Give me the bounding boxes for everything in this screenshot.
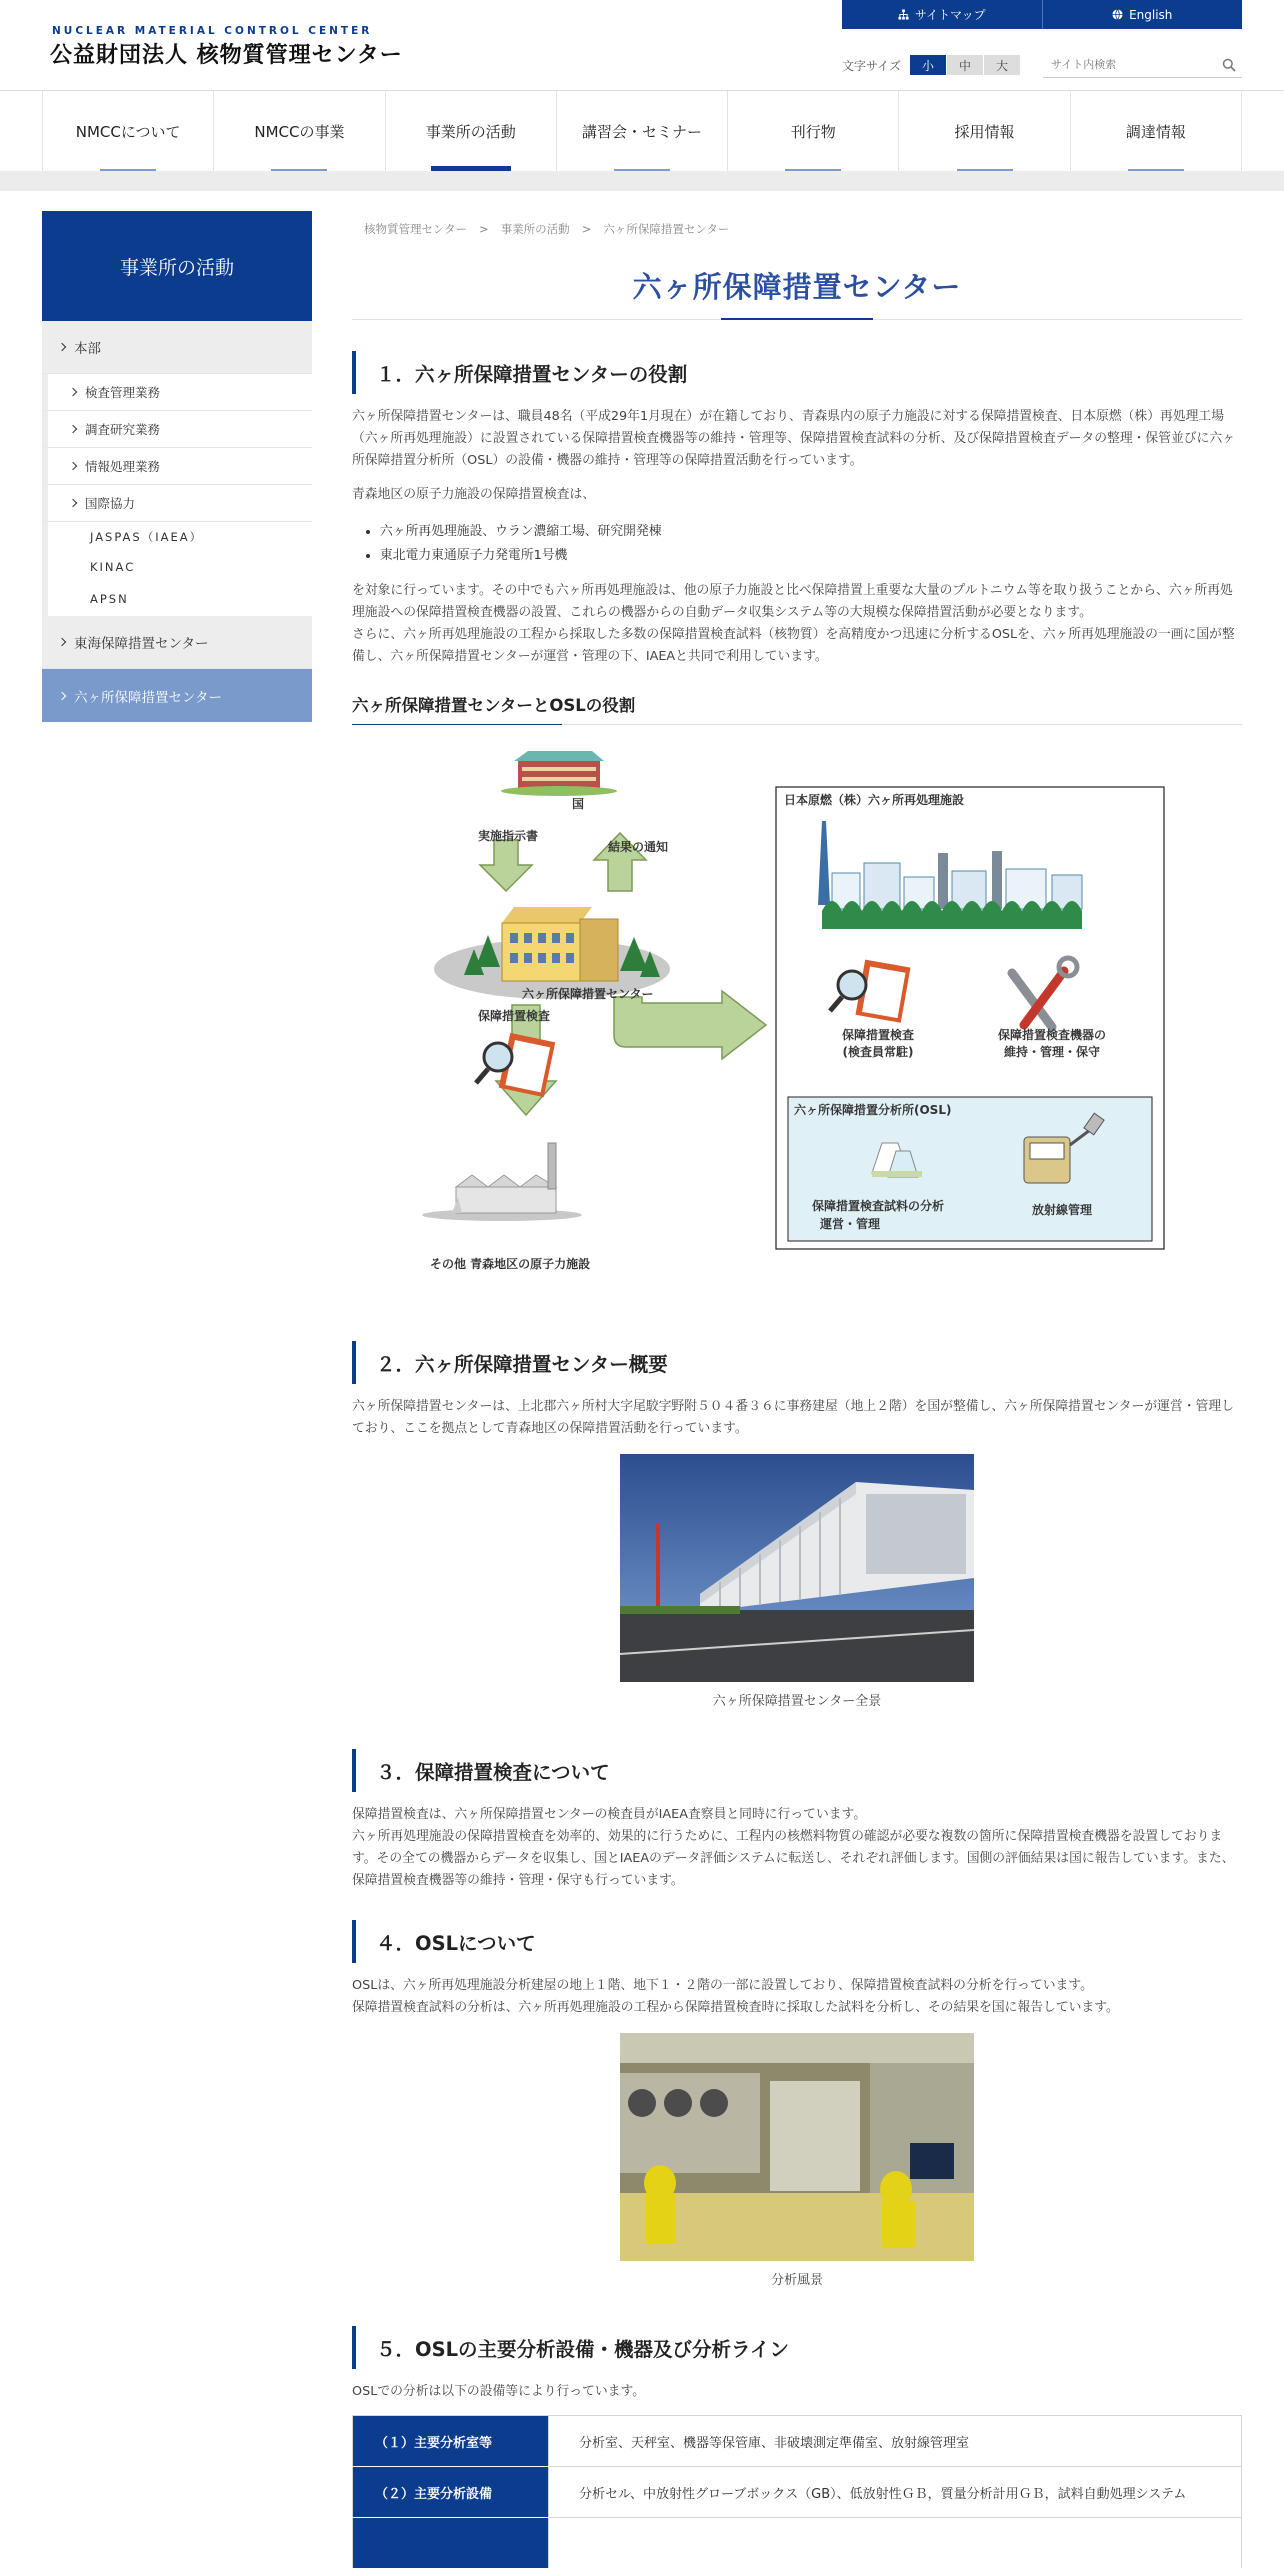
nav-item-label: NMCCについて xyxy=(75,122,181,141)
section-heading-osl: ４．OSLについて xyxy=(352,1920,1242,1963)
sidebar-item-inspection-management[interactable] xyxy=(42,374,312,411)
paragraph: 青森地区の原子力施設の保障措置検査は、 xyxy=(352,487,596,502)
font-size-switcher xyxy=(842,55,1020,75)
nav-item-publications[interactable] xyxy=(728,91,899,171)
breadcrumb-home[interactable]: 核物質管理センター xyxy=(364,222,468,236)
table-header-cell xyxy=(353,2518,549,2568)
sidebar-item-tokai[interactable] xyxy=(42,616,312,669)
sidebar-item-research[interactable] xyxy=(42,411,312,448)
diagram-label-maintenance xyxy=(982,1027,1122,1061)
sitemap-icon xyxy=(898,9,909,20)
table-cell: 分析室、天秤室、機器等保管庫、非破壊測定準備室、放射線管理室 xyxy=(549,2416,1242,2467)
logo-japanese[interactable]: 公益財団法人 核物質管理センター xyxy=(50,43,403,68)
nav-item-label: 採用情報 xyxy=(954,122,1015,141)
diagram-label-line: 保障措置検査機器の xyxy=(997,1028,1106,1042)
diagram-label-osl: 六ヶ所保障措置分析所(OSL) xyxy=(794,1103,952,1117)
breadcrumb-current: 六ヶ所保障措置センター xyxy=(603,222,730,236)
breadcrumb-separator: > xyxy=(581,222,592,236)
sidebar-item-apsn[interactable] xyxy=(42,582,312,616)
sidebar-item-information[interactable] xyxy=(42,448,312,485)
sidebar-item-label: 調査研究業務 xyxy=(85,422,161,437)
diagram-label-line: (検査員常駐) xyxy=(842,1045,914,1059)
nav-item-label: 講習会・セミナー xyxy=(581,122,702,141)
main-nav xyxy=(0,90,1284,171)
list-item: • 六ヶ所再処理施設、ウラン濃縮工場、研究開発棟 xyxy=(380,520,1242,544)
diagram-label-line: 維持・管理・保守 xyxy=(1003,1045,1100,1059)
diagram-label-country: 国 xyxy=(572,797,585,811)
chevron-right-icon xyxy=(69,425,77,433)
chevron-right-icon xyxy=(69,499,77,507)
inspection-clipboard-icon xyxy=(476,1033,555,1097)
subheading-role-diagram: 六ヶ所保障措置センターとOSLの役割 xyxy=(352,692,1242,725)
table-cell xyxy=(549,2518,1242,2568)
utility-nav xyxy=(842,0,1242,29)
sidebar-item-label: KINAC xyxy=(90,560,136,574)
sidebar-item-label: 国際協力 xyxy=(85,496,136,511)
paragraph: 六ヶ所保障措置センターは、上北郡六ヶ所村大字尾駮字野附５０４番３６に事務建屋（地上２階）を国が整備し、六ヶ所保障措置センターが運営・管理しており、ここを拠点として青森地区の保障措置活動を行っています。 xyxy=(352,1399,1234,1436)
sidebar-item-rokkasho[interactable] xyxy=(42,669,312,722)
nuclear-facility-icon xyxy=(422,1143,582,1221)
nav-item-procurement[interactable] xyxy=(1071,91,1242,171)
nav-item-business[interactable] xyxy=(214,91,385,171)
chevron-right-icon xyxy=(58,638,66,646)
sidebar-item-headquarters[interactable] xyxy=(42,321,312,374)
table-header-cell: （２）主要分析設備 xyxy=(353,2467,549,2518)
nav-item-activities[interactable] xyxy=(386,91,557,171)
paragraph: 六ヶ所保障措置センターは、職員48名（平成29年1月現在）が在籍しており、青森県内の原子力施設に対する保障措置検査、日本原燃（株）再処理工場（六ヶ所再処理施設）に設置されている保障措置検査機器等の維持・管理等、保障措置検査試料の分析、及び保障措置検査データの整理・保管並びに六ヶ所保障措置分析所（OSL）の設備・機器の維持・管理等の保障措置活動を行っています。 xyxy=(352,409,1235,468)
paragraph: を対象に行っています。その中でも六ヶ所再処理施設は、他の原子力施設と比べ保障措置上重要な大量のプルトニウム等を取り扱うことから、六ヶ所再処理施設への保障措置検査機器の設置、これらの機器からの自動データ収集システム等の大規模な保障措置活動が必要となります。 xyxy=(352,583,1233,620)
role-diagram xyxy=(352,735,1242,1305)
analysis-lab-photo xyxy=(620,2033,974,2261)
site-header xyxy=(0,0,1284,90)
building-photo-graphic xyxy=(620,1454,974,1682)
table-row xyxy=(353,2416,1242,2467)
title-underline xyxy=(352,306,1242,320)
font-size-label: 文字サイズ xyxy=(842,58,902,73)
section-heading-equipment: ５．OSLの主要分析設備・機器及び分析ライン xyxy=(352,2326,1242,2369)
diagram-label-center: 六ヶ所保障措置センター xyxy=(522,987,654,1001)
paragraph: 六ヶ所再処理施設の保障措置検査を効率的、効果的に行うために、工程内の核燃料物質の確認が必要な複数の箇所に保障措置検査機器を設置しております。その全ての機器からデータを収集し、国とIAEAのデータ評価システムに転送し、それぞれ評価します。国側の評価結果は国に報告しています。また、保障措置検査機器等の維持・管理・保守も行っています。 xyxy=(352,1829,1235,1888)
section-heading-role: １．六ヶ所保障措置センターの役割 xyxy=(352,351,1242,394)
diagram-label-line: 保障措置検査 xyxy=(841,1028,914,1042)
nav-item-label: 刊行物 xyxy=(790,122,836,141)
nav-item-label: 調達情報 xyxy=(1125,122,1186,141)
english-label: English xyxy=(1129,7,1173,22)
photo-caption-exterior: 六ヶ所保障措置センター全景 xyxy=(712,1694,882,1709)
section-heading-overview: ２．六ヶ所保障措置センター概要 xyxy=(352,1341,1242,1384)
diagram-label-jnfl: 日本原燃（株）六ヶ所再処理施設 xyxy=(784,793,965,807)
sidebar-menu xyxy=(42,321,312,722)
logo-english[interactable]: NUCLEAR MATERIAL CONTROL CENTER xyxy=(52,25,373,37)
paragraph: OSLでの分析は以下の設備等により行っています。 xyxy=(352,2384,646,2399)
chevron-right-icon xyxy=(58,691,66,699)
main-content xyxy=(352,211,1242,2568)
sidebar-item-label: 六ヶ所保障措置センター xyxy=(74,689,222,706)
font-size-large-button[interactable]: 大 xyxy=(983,55,1020,75)
globe-icon xyxy=(1112,9,1123,20)
table-cell: 分析セル、中放射性グローブボックス（GB）、低放射性ＧＢ，質量分析計用ＧＢ，試料自動処理システム xyxy=(549,2467,1242,2518)
arrow-down-icon xyxy=(480,840,532,891)
nav-item-label: 事業所の活動 xyxy=(425,122,516,141)
chevron-right-icon xyxy=(69,462,77,470)
equipment-table xyxy=(352,2415,1242,2568)
nav-item-about[interactable] xyxy=(43,91,214,171)
site-search xyxy=(1043,52,1242,78)
nav-item-recruit[interactable] xyxy=(899,91,1070,171)
sitemap-link[interactable] xyxy=(842,0,1043,29)
facility-list xyxy=(352,520,1242,568)
table-row xyxy=(353,2467,1242,2518)
sidebar-item-kinac[interactable] xyxy=(42,552,312,582)
nav-divider xyxy=(0,171,1284,191)
table-row xyxy=(353,2518,1242,2568)
diagram-label-analysis xyxy=(812,1197,982,1233)
sidebar-item-international[interactable] xyxy=(42,485,312,522)
diagram-label-line: 保障措置検査試料の分析 xyxy=(812,1199,945,1213)
nav-item-label: NMCCの事業 xyxy=(254,122,345,141)
section-heading-inspection: ３．保障措置検査について xyxy=(352,1749,1242,1792)
diagram-label-other-facilities: その他 青森地区の原子力施設 xyxy=(430,1257,591,1271)
table-header-cell: （１）主要分析室等 xyxy=(353,2416,549,2467)
font-size-small-button[interactable]: 小 xyxy=(909,55,946,75)
sidebar-item-jaspas[interactable] xyxy=(42,522,312,552)
breadcrumb-separator: > xyxy=(479,222,489,236)
sidebar-title: 事業所の活動 xyxy=(42,211,312,321)
diagram-label-resident-inspection xyxy=(822,1027,934,1061)
government-building-icon xyxy=(501,751,617,796)
paragraph: 保障措置検査は、六ヶ所保障措置センターの検査員がIAEA査察員と同時に行っています。 xyxy=(352,1807,867,1822)
sidebar-item-label: 本部 xyxy=(74,341,101,357)
sidebar-item-label: 検査管理業務 xyxy=(85,385,161,400)
diagram-label-inspection: 保障措置検査 xyxy=(478,1009,551,1023)
photo-caption-lab: 分析風景 xyxy=(770,2273,823,2288)
lab-photo-graphic xyxy=(620,2033,974,2261)
nav-item-seminars[interactable] xyxy=(557,91,728,171)
paragraph: 保障措置検査試料の分析は、六ヶ所再処理施設の工程から保障措置検査時に採取した試料を分析し、その結果を国に報告しています。 xyxy=(352,2000,1119,2015)
diagram-label-instruction: 実施指示書 xyxy=(478,829,539,843)
chevron-right-icon xyxy=(58,343,66,351)
sidebar-item-label: JASPAS（IAEA） xyxy=(90,530,204,544)
paragraph: さらに、六ヶ所再処理施設の工程から採取した多数の保障措置検査試料（核物質）を高精度かつ迅速に分析するOSLを、六ヶ所再処理施設の一画に国が整備し、六ヶ所保障措置センターが運営・管理の下、IAEAと共同で利用しています。 xyxy=(352,627,1235,664)
breadcrumb xyxy=(352,211,1242,247)
sitemap-label: サイトマップ xyxy=(914,8,986,22)
search-input[interactable] xyxy=(1043,52,1213,76)
chevron-right-icon xyxy=(69,388,77,396)
page-title: 六ヶ所保障措置センター xyxy=(632,270,962,304)
diagram-label-report: 結果の通知 xyxy=(608,840,669,854)
english-link[interactable] xyxy=(1043,0,1243,29)
diagram-label-line: 運営・管理 xyxy=(820,1217,881,1231)
sidebar-item-label: 情報処理業務 xyxy=(85,459,161,474)
font-size-medium-button[interactable]: 中 xyxy=(946,55,983,75)
sidebar-item-label: APSN xyxy=(90,592,129,606)
diagram-label-radiation: 放射線管理 xyxy=(1032,1203,1093,1217)
breadcrumb-activities[interactable]: 事業所の活動 xyxy=(500,222,570,236)
list-item: • 東北電力東通原子力発電所1号機 xyxy=(380,544,1242,568)
paragraph: OSLは、六ヶ所再処理施設分析建屋の地上１階、地下１・２階の一部に設置しており、保障措置検査試料の分析を行っています。 xyxy=(352,1978,1093,1993)
sidebar-item-label: 東海保障措置センター xyxy=(74,636,209,652)
search-icon[interactable] xyxy=(1222,58,1236,72)
center-exterior-photo xyxy=(620,1454,974,1682)
